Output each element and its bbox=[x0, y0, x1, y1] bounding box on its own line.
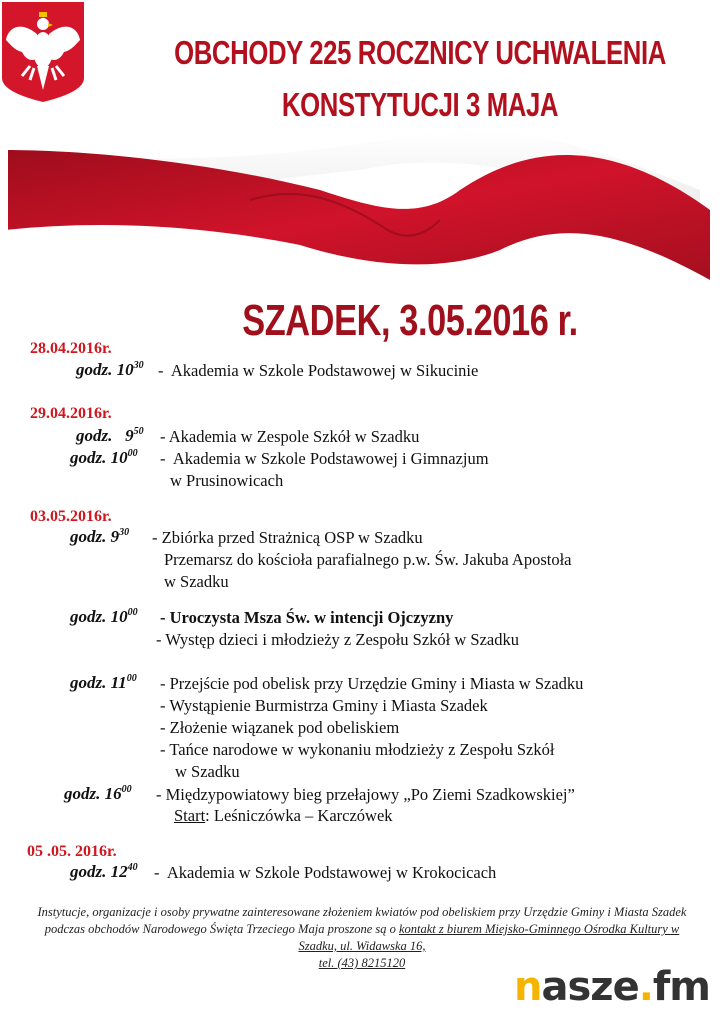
day-date: 05 .05. 2016r. bbox=[27, 843, 117, 860]
event-description-cont: - Tańce narodowe w wykonaniu młodzieży z Zespołu Szkół bbox=[160, 740, 555, 759]
event-description: - Akademia w Szkole Podstawowej i Gimnazjum bbox=[160, 449, 489, 468]
event-description: - Akademia w Zespole Szkół w Szadku bbox=[160, 427, 420, 446]
event-time: godz. $11^{00}$ bbox=[70, 673, 137, 692]
event-description-cont: Przemarsz do kościoła parafialnego p.w. Św. Jakuba Apostoła bbox=[164, 550, 572, 569]
event-description: - Przejście pod obelisk przy Urzędzie Gminy i Miasta w Szadku bbox=[160, 674, 584, 693]
city-date-heading: SZADEK, 3.05.2016 r. bbox=[242, 296, 578, 345]
event-description: - Międzypowiatowy bieg przełajowy „Po Ziemi Szadkowskiej” bbox=[156, 785, 575, 804]
event-title-line2: KONSTYTUCJI 3 MAJA bbox=[281, 86, 559, 123]
event-description-highlight: - Uroczysta Msza Św. w intencji Ojczyzny bbox=[160, 608, 454, 627]
polish-eagle-emblem-icon bbox=[0, 0, 86, 104]
event-time: godz. $9^{30}$ bbox=[70, 527, 130, 546]
contact-link[interactable]: kontakt z biurem Miejsko-Gminnego Ośrodka Kultury w Szadku, ul. Widawska 16, bbox=[298, 922, 680, 953]
event-time: godz. $16^{00}$ bbox=[64, 784, 132, 803]
event-description-cont: - Złożenie wiązanek pod obeliskiem bbox=[160, 718, 400, 737]
event-title-line1: OBCHODY 225 ROCZNICY UCHWALENIA bbox=[174, 34, 666, 71]
event-description-cont: - Występ dzieci i młodzieży z Zespołu Szkół w Szadku bbox=[156, 630, 519, 649]
event-description: - Akademia w Szkole Podstawowej w Sikucinie bbox=[158, 361, 479, 380]
event-time: godz. $10^{00}$ bbox=[70, 607, 138, 626]
day-date: 29.04.2016r. bbox=[30, 405, 112, 422]
event-description-cont: w Szadku bbox=[175, 762, 240, 781]
event-description-cont: w Prusinowicach bbox=[170, 471, 284, 490]
day-date: 03.05.2016r. bbox=[30, 508, 112, 525]
event-description-cont: w Szadku bbox=[164, 572, 229, 591]
event-description: - Zbiórka przed Strażnicą OSP w Szadku bbox=[152, 528, 423, 547]
day-date: 28.04.2016r. bbox=[30, 340, 112, 357]
footer-note: Instytucje, organizacje i osoby prywatne zainteresowane złożeniem kwiatów pod obeliskiem przy Urzędzie Gminy i Miasta Szadek podczas obchodów Narodowego Święta Trzeciego Maja proszone są o kontakt z biurem Miejsko-Gminnego Ośrodka Kultury w Szadku, ul. Widawska 16, tel. (43) 8215120 bbox=[37, 905, 687, 970]
event-start-route: Start: Leśniczówka – Karczówek bbox=[174, 806, 393, 825]
phone-number: tel. (43) 8215120 bbox=[318, 956, 406, 970]
header-banner bbox=[0, 0, 724, 290]
event-time: godz. $12^{40}$ bbox=[70, 862, 138, 881]
event-time: godz. $10^{30}$ bbox=[76, 360, 144, 379]
event-description: - Akademia w Szkole Podstawowej w Krokocicach bbox=[154, 863, 497, 882]
event-time: godz. $10^{00}$ bbox=[70, 448, 138, 467]
event-description-cont: - Wystąpienie Burmistrza Gminy i Miasta Szadek bbox=[160, 696, 488, 715]
nasze-fm-logo: nasze.fm bbox=[514, 964, 710, 1010]
event-time: godz. $9^{50}$ bbox=[76, 426, 144, 445]
